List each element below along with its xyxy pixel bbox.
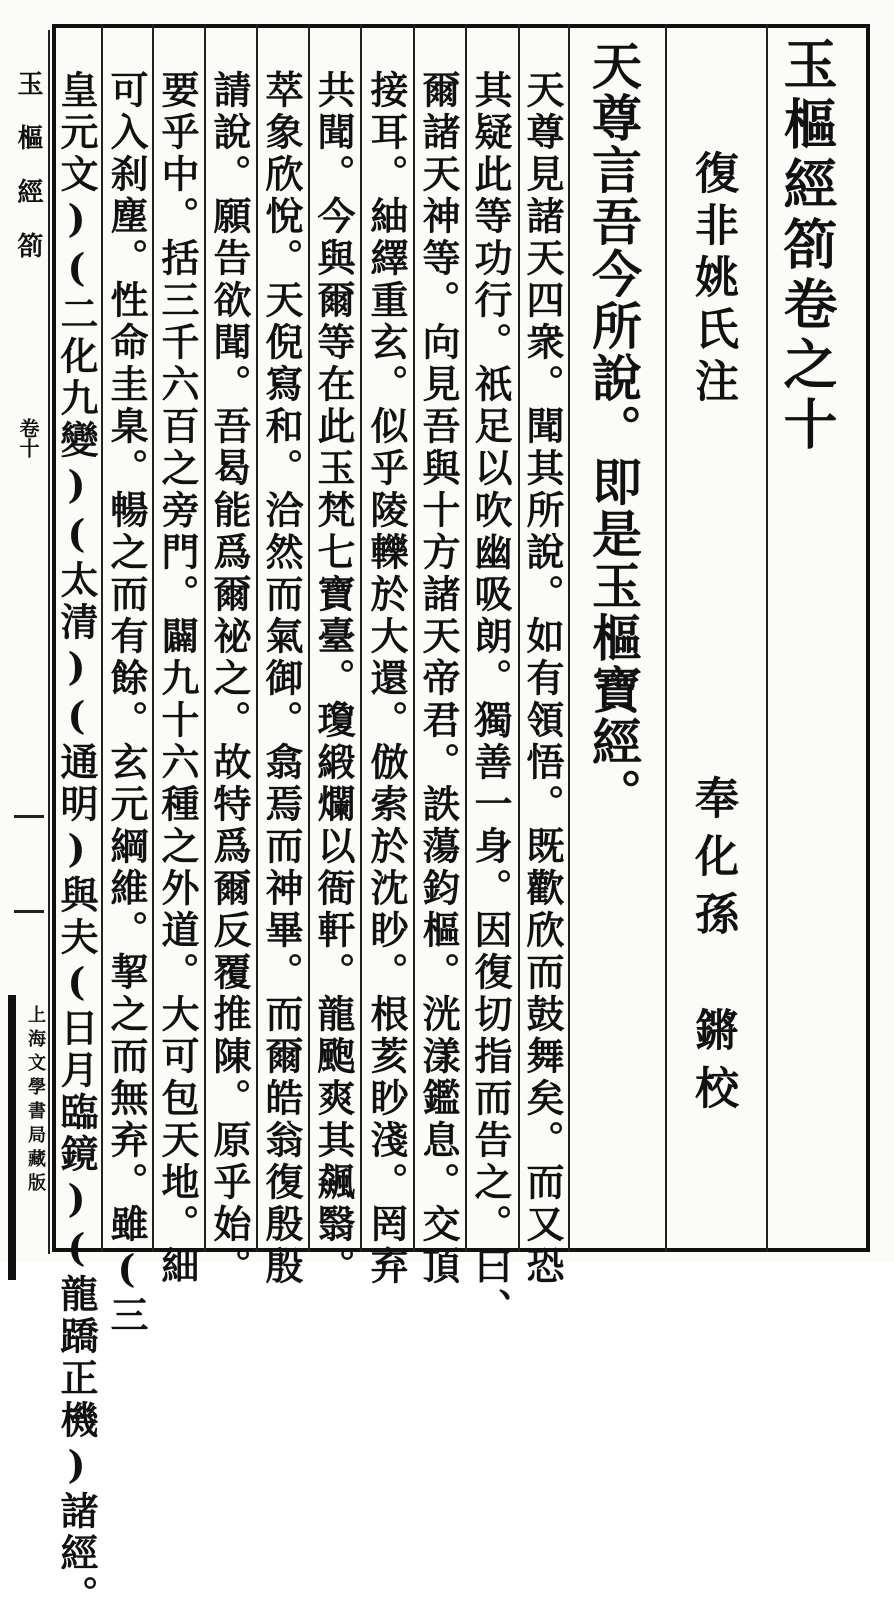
commentary-column: 接耳。紬繹重玄。似乎陵轢於大還。倣索於沈眇。根荄眇淺。罔弃: [364, 70, 409, 1288]
commentator-credit: 復非姚氏注: [687, 150, 738, 410]
commentary-column: 皇元文)(二化九變)(太清)(通明)與夫(日月臨鏡)(龍蹻正機)諸經。: [54, 70, 99, 1617]
commentary-column: 其疑此等功行。祇足以吹幽吸朗。獨善一身。因復切指而告之。曰、: [468, 70, 513, 1330]
column-rule: [665, 24, 667, 1252]
commentary-column: 可入刹塵。性命圭臬。暢之而有餘。玄元綱維。挈之而無弃。雖(三: [104, 70, 149, 1337]
column-rule: [101, 24, 103, 1252]
column-rule: [766, 24, 768, 1252]
volume-title: 玉樞經箚卷之十: [775, 36, 839, 456]
commentary-column: 請說。願告欲聞。吾曷能爲爾祕之。故特爲爾反覆推陳。原乎始。: [207, 70, 252, 1288]
column-rule: [360, 24, 362, 1252]
margin-tick: [14, 815, 44, 818]
page-margin: [2, 30, 50, 1254]
commentary-column: 爾諸天神等。向見吾與十方諸天帝君。詄蕩鈞樞。洸漾鑑息。交頂: [416, 70, 461, 1288]
editor-credit: 奉化孫 鏘校: [687, 775, 738, 1123]
margin-bar: [8, 995, 16, 1280]
commentary-column: 共聞。今與爾等在此玉梵七寶臺。瓊緞爛以衙軒。龍颮爽其飆翳。: [311, 70, 356, 1288]
column-rule: [308, 24, 310, 1252]
column-rule: [256, 24, 258, 1252]
margin-tick: [14, 910, 44, 913]
column-rule: [204, 24, 206, 1252]
commentary-column: 要乎中。括三千六百之旁門。闢九十六種之外道。大可包天地。細: [155, 70, 200, 1288]
commentary-column: 萃象欣悅。天倪寫和。洽然而氣御。翕焉而神畢。而爾皓翁復殷殷: [259, 70, 304, 1288]
margin-title: 玉樞經箚: [13, 70, 43, 286]
column-rule: [413, 24, 415, 1252]
margin-volume: 卷十: [16, 418, 40, 458]
publisher-imprint: 上海文學書局藏版: [25, 1005, 46, 1197]
commentary-column: 天尊見諸天四衆。聞其所說。如有領悟。既歡欣而鼓舞矣。而又恐: [520, 70, 565, 1288]
column-rule: [465, 24, 467, 1252]
column-rule: [568, 24, 570, 1252]
scripture-heading: 天尊言吾今所說。即是玉樞寶經。: [584, 40, 643, 820]
column-rule: [152, 24, 154, 1252]
